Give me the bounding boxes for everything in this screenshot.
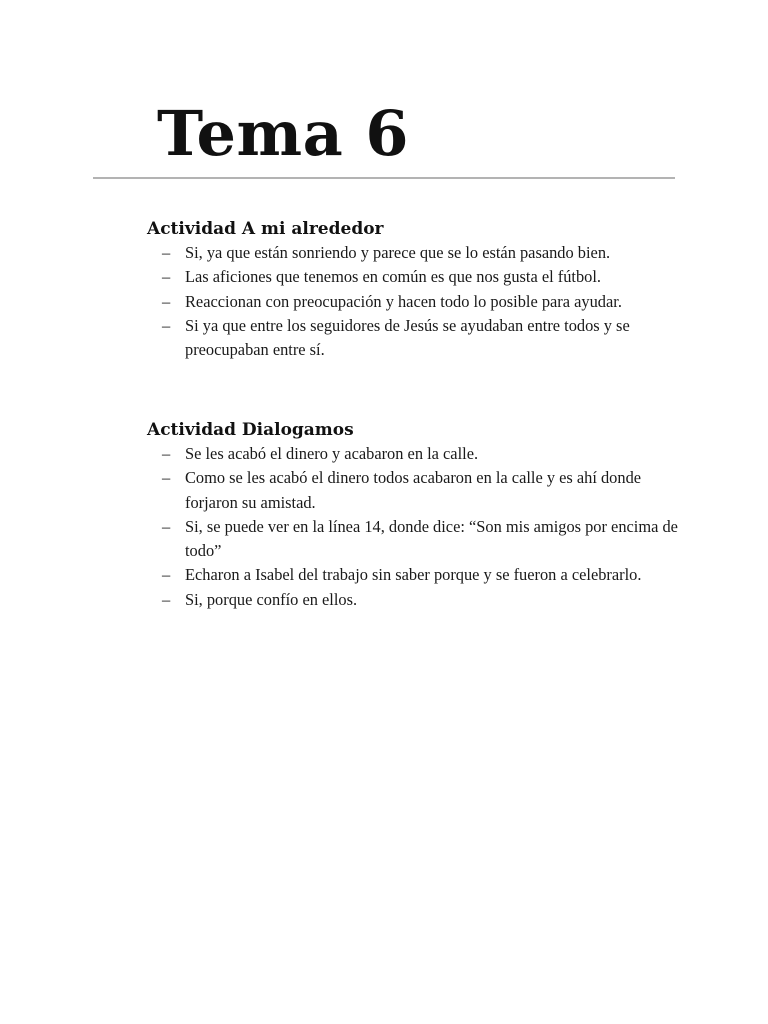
list-item-text: Echaron a Isabel del trabajo sin saber porque y se fueron a celebrarlo. bbox=[185, 565, 642, 585]
bullet-dash: – bbox=[162, 589, 171, 609]
bullet-dash: – bbox=[162, 565, 171, 585]
list-item bbox=[147, 290, 687, 314]
list-item-text: Si, porque confío en ellos. bbox=[185, 589, 358, 609]
list-item bbox=[147, 241, 687, 265]
list-item-text: Si, ya que están sonriendo y parece que se lo están pasando bien. bbox=[185, 243, 611, 262]
list-item bbox=[147, 314, 687, 363]
bullet-dash: – bbox=[162, 516, 171, 536]
section-a-mi-alrededor bbox=[147, 217, 687, 362]
list-item-text: Como se les acabó el dinero todos acabaron en la calle y es ahí donde forjaron su amistad. bbox=[185, 468, 642, 512]
list-item-text: Si, se puede ver en la línea 14, donde dice: “Son mis amigos por encima de todo” bbox=[185, 516, 678, 561]
list-item bbox=[147, 588, 687, 612]
list-item-text: Reaccionan con preocupación y hacen todo lo posible para ayudar. bbox=[185, 291, 622, 311]
list-item-text: Las aficiones que tenemos en común es que nos gusta el fútbol. bbox=[185, 267, 602, 287]
bullet-dash: – bbox=[162, 444, 171, 463]
bullet-dash: – bbox=[162, 291, 171, 311]
list-item bbox=[147, 563, 687, 587]
answer-list bbox=[147, 442, 687, 612]
list-item bbox=[147, 515, 687, 564]
section-heading: Actividad A mi alrededor bbox=[147, 219, 384, 239]
list-item bbox=[147, 466, 687, 515]
section-dialogamos bbox=[147, 418, 687, 612]
list-item bbox=[147, 265, 687, 289]
answer-list bbox=[147, 241, 687, 362]
bullet-dash: – bbox=[162, 315, 171, 335]
section-heading: Actividad Dialogamos bbox=[147, 420, 354, 440]
title-divider bbox=[93, 177, 675, 179]
list-item-text: Si ya que entre los seguidores de Jesús se ayudaban entre todos y se preocupaban entre sí. bbox=[185, 315, 630, 360]
bullet-dash: – bbox=[162, 243, 171, 262]
bullet-dash: – bbox=[162, 468, 171, 488]
list-item-text: Se les acabó el dinero y acabaron en la calle. bbox=[185, 444, 479, 463]
list-item bbox=[147, 442, 687, 466]
page-title: Tema 6 bbox=[157, 97, 409, 170]
bullet-dash: – bbox=[162, 267, 171, 287]
